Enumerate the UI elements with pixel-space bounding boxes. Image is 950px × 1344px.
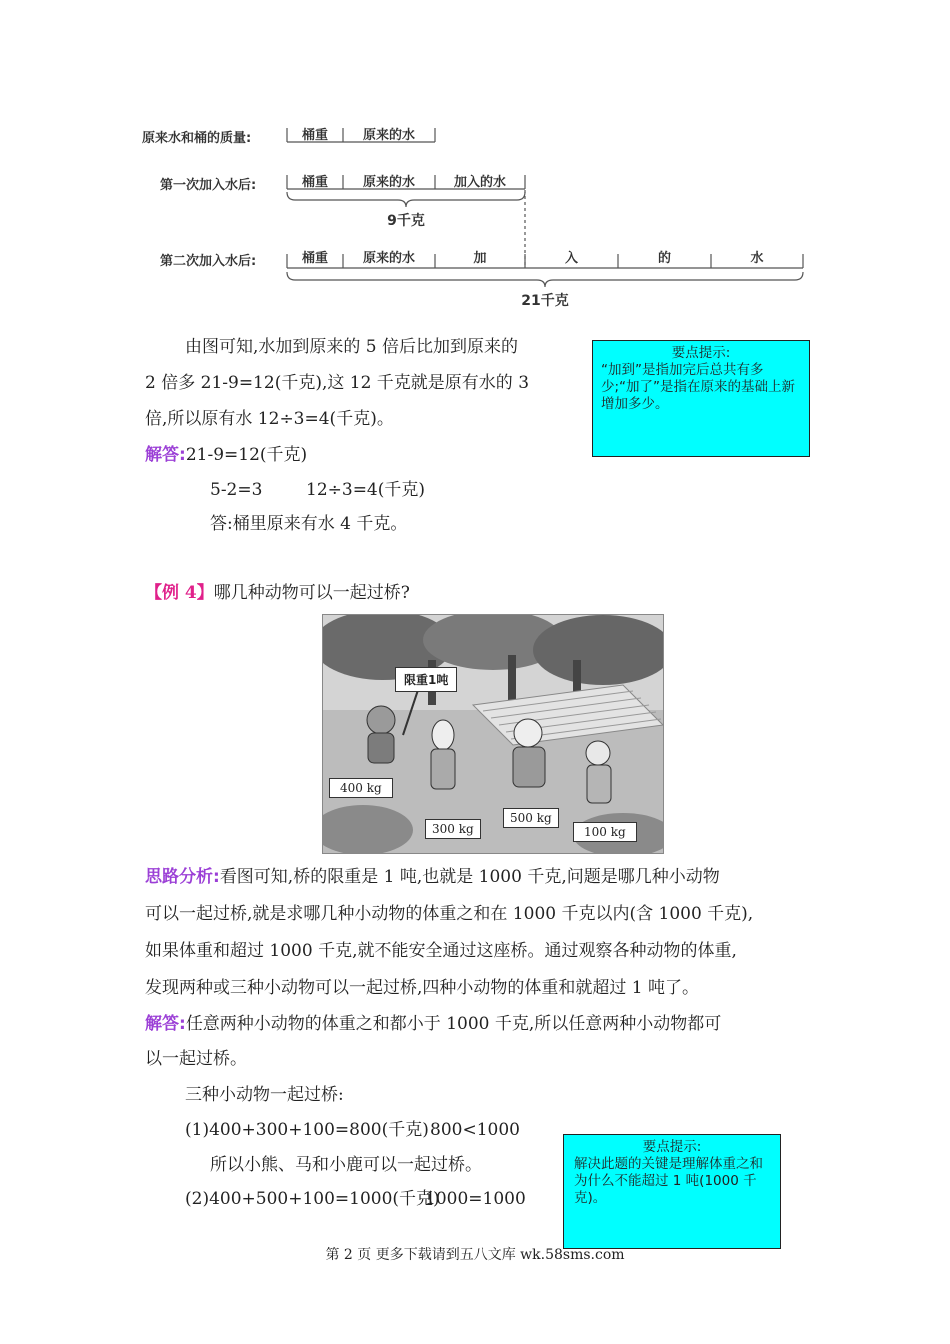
answer1-block [145,438,307,472]
weight-limit-sign: 限重1吨 [395,667,457,692]
total-21kg: 21千克 [521,293,569,309]
cow-figure [513,719,545,787]
analysis2-line2: 可以一起过桥,就是求哪几种小动物的体重之和在 1000 千克以内(含 1000 千克), [145,904,754,924]
answer1-line3: 答:桶里原来有水 4 千克。 [210,514,408,534]
answer2-label: 解答: [145,1014,186,1034]
answer1-label: 解答: [145,445,186,465]
analysis1-line1: 由图可知,水加到原来的 5 倍后比加到原来的 [185,337,519,357]
seg-bucket-row1: 桶重 [301,128,328,143]
answer2-line6b: 1000=1000 [425,1189,526,1209]
row3-label: 第二次加入水后: [160,254,257,269]
seg-added-row2: 加入的水 [453,175,506,190]
analysis2-line3: 如果体重和超过 1000 千克,就不能安全通过这座桥。通过观察各种动物的体重, [145,941,737,961]
tip-box-1 [592,340,810,457]
answer2-line5: 所以小熊、马和小鹿可以一起过桥。 [210,1155,482,1175]
tip1-body: “加到”是指加完后总共有多少;“加了”是指在原来的基础上新增加多少。 [601,362,796,412]
tip2-title: 要点提示: [642,1139,702,1155]
page-footer: 第 2 页 更多下载请到五八文库 wk.58sms.com [325,1247,625,1263]
answer2-line4a: (1)400+300+100=800(千克) [185,1120,429,1140]
analysis2-label: 思路分析: [145,867,220,887]
answer2-line1: 任意两种小动物的体重之和都小于 1000 千克,所以任意两种小动物都可 [185,1014,722,1034]
seg-add-char-4: 水 [750,251,764,266]
row2-label: 第一次加入水后: [160,178,257,193]
bear-weight-label: 400 kg [329,778,393,798]
cow-weight-label: 500 kg [503,808,559,828]
bear-figure [367,706,395,763]
answer1-line2a: 5-2=3 [210,480,263,500]
segment-diagram [140,110,820,320]
analysis2-line1: 看图可知,桥的限重是 1 吨,也就是 1000 千克,问题是哪几种小动物 [219,867,720,887]
horse-weight-label: 300 kg [425,819,481,839]
seg-add-char-1: 加 [473,251,487,266]
analysis1-line3: 倍,所以原有水 12÷3=4(千克)。 [145,409,394,429]
total-9kg: 9千克 [387,213,425,229]
tip-box-2 [563,1134,781,1249]
tip1-title: 要点提示: [671,345,731,361]
analysis2-line1-block [145,860,720,894]
answer2-line3: 三种小动物一起过桥: [185,1085,344,1105]
answer2-line1-block [145,1007,721,1041]
answer1-line2b: 12÷3=4(千克) [306,480,426,500]
tip2-body: 解决此题的关键是理解体重之和为什么不能超过 1 吨(1000 千克)。 [574,1156,763,1206]
example4-tag: 【例 4】 [145,583,214,603]
row1-label: 原来水和桶的质量: [142,131,252,146]
deer-weight-label: 100 kg [573,822,637,842]
seg-bucket-row2: 桶重 [301,175,328,190]
answer2-line6a: (2)400+500+100=1000(千克) [185,1189,440,1209]
example4-heading [145,576,410,610]
horse-figure [431,720,455,789]
answer2-line4b: 800<1000 [430,1120,520,1140]
seg-add-char-3: 的 [657,251,671,266]
seg-original-row3: 原来的水 [362,251,415,266]
seg-add-char-2: 入 [564,251,578,266]
bridge-scene-drawing [323,615,663,853]
seg-bucket-row3: 桶重 [301,251,328,266]
analysis2-line4: 发现两种或三种小动物可以一起过桥,四种小动物的体重和就超过 1 吨了。 [145,978,700,998]
bridge-illustration [322,614,664,854]
analysis1-line2: 2 倍多 21-9=12(千克),这 12 千克就是原有水的 3 [145,373,530,393]
deer-figure [586,741,611,803]
answer2-line2: 以一起过桥。 [145,1049,247,1069]
example4-question: 哪几种动物可以一起过桥? [213,583,410,603]
seg-original-row2: 原来的水 [362,175,415,190]
answer1-line1: 21-9=12(千克) [185,445,308,465]
seg-original-row1: 原来的水 [362,128,415,143]
